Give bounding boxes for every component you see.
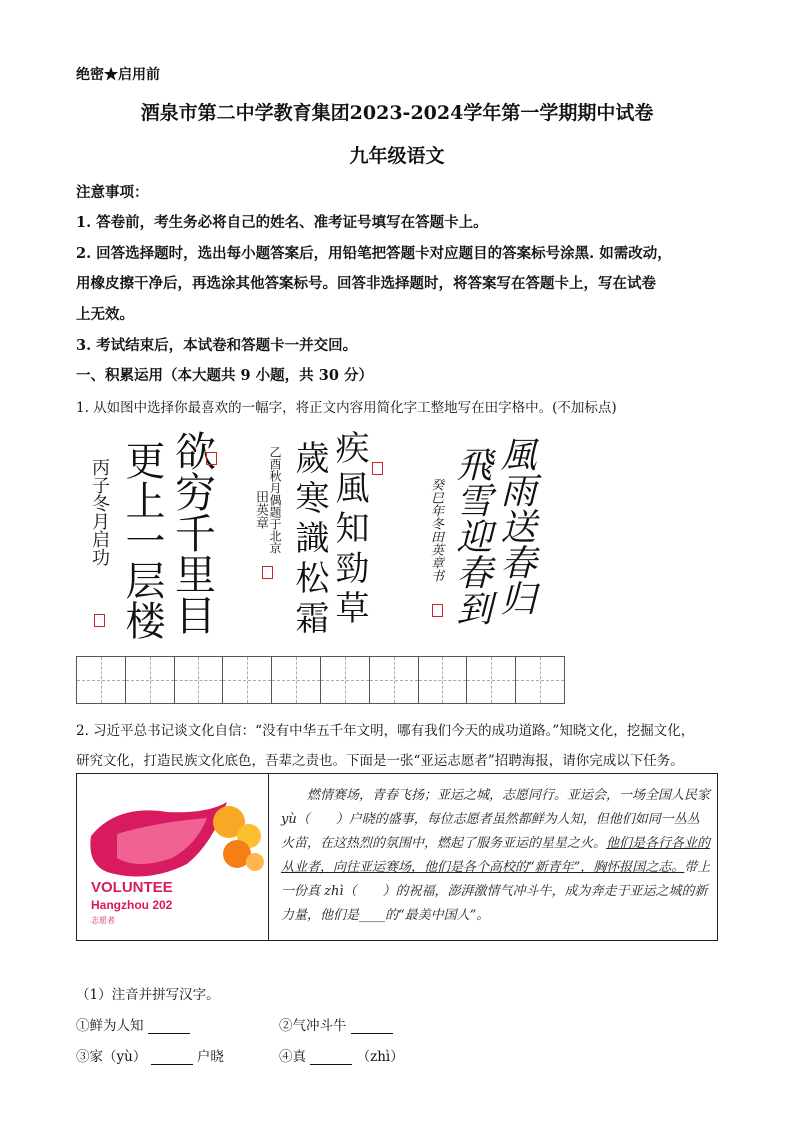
grid-cell[interactable] (370, 657, 419, 703)
answer-a-label: ①鲜为人知 (76, 1018, 144, 1034)
answer-item-c (76, 1045, 224, 1065)
secret-label: 绝密★启用前 (76, 67, 160, 83)
notice-heading: 注意事项： (76, 184, 149, 201)
calligraphy-3-signature: 癸巳年冬田英章书 (428, 478, 443, 582)
grid-cell[interactable] (126, 657, 175, 703)
grid-cell[interactable] (516, 657, 564, 703)
section-heading: 一、积累运用（本大题共 9 小题，共 30 分） (76, 367, 373, 384)
poster-body (281, 784, 711, 928)
poster-hangzhou-text: Hangzhou 202 (91, 898, 173, 912)
question-2-line-2: 研究文化，打造民族文化底色，吾辈之责也。下面是一张“亚运志愿者”招聘海报，请你完成以下任务。 (76, 753, 684, 769)
volunteer-poster (76, 773, 718, 941)
notice-item-2-line-3: 上无效。 (76, 306, 134, 323)
grid-cell[interactable] (77, 657, 126, 703)
calligraphy-3-col-2: 飛雪迎春到 (451, 446, 492, 626)
seal-icon (432, 604, 443, 617)
poster-underlined-sentence: 他们是各行各业的从业者，向往亚运赛场，他们是各个高校的“新青年”，胸怀报国之志。 (281, 836, 711, 875)
grid-cell[interactable] (175, 657, 224, 703)
notice-item-2-line-1: 2. 回答选择题时，选出每小题答案后，用铅笔把答题卡对应题目的答案标号涂黑. 如需改动， (76, 245, 672, 262)
answer-b-blank[interactable] (351, 1019, 393, 1034)
answer-item-a (76, 1014, 190, 1034)
calligraphy-2-signature-1: 乙酉秋月偶题于北京 (268, 446, 282, 554)
notice-item-3: 3. 考试结束后，本试卷和答题卡一并交回。 (76, 337, 358, 354)
exam-title: 酒泉市第二中学教育集团2023-2024学年第一学期期中试卷 (140, 102, 654, 124)
calligraphy-1-signature: 丙子冬月启功 (89, 458, 110, 566)
poster-paragraph-3: 带上一份真 zhì（ ）的祝福，澎湃激情气冲斗牛，成为奔走于亚运之城的新力量，他们是____的“最美中国人”。 (281, 860, 711, 923)
grid-cell[interactable] (321, 657, 370, 703)
tianzige-grid[interactable] (76, 656, 565, 704)
question-1: 1. 从如图中选择你最喜欢的一幅字，将正文内容用简化字工整地写在田字格中。(不加标点) (76, 400, 617, 416)
notice-item-2-line-2: 用橡皮擦干净后，再选涂其他答案标号。回答非选择题时，将答案写在答题卡上，写在试卷 (76, 275, 656, 292)
calligraphy-1-col-1: 欲穷千里目 (168, 430, 216, 635)
answer-d-label: ④真 (279, 1049, 306, 1065)
poster-paragraph-1: 燃情赛场，青春飞扬；亚运之城，志愿同行。亚运会，一场全国人民家 yù（ ）户晓的盛事，每位志愿者虽然都鲜为人知，但他们如同一丛丛火苗，在这热烈的氛围中，燃起了服务亚运的星星之火。 (281, 788, 711, 851)
answer-c-tail: 户晓 (196, 1049, 224, 1065)
answer-b-label: ②气冲斗牛 (279, 1018, 347, 1034)
grid-cell[interactable] (223, 657, 272, 703)
answer-d-tail: （zhì） (356, 1049, 404, 1065)
calligraphy-1-col-2: 更上一层楼 (119, 440, 165, 640)
poster-zhiyuanzhe-text: 志愿者 (91, 916, 115, 925)
sub-question-1-heading: （1）注音并拼写汉字。 (76, 987, 220, 1003)
grid-cell[interactable] (272, 657, 321, 703)
seal-icon (206, 452, 217, 465)
seal-icon (372, 462, 383, 475)
poster-logo (77, 774, 269, 940)
calligraphy-2-col-1: 疾風知勁草 (329, 430, 369, 630)
calligraphy-3-col-1: 風雨送春归 (495, 436, 536, 616)
question-2-line-1: 2. 习近平总书记谈文化自信：“没有中华五千年文明，哪有我们今天的成功道路。”知晓文化，挖掘文化， (76, 723, 695, 739)
calligraphy-2-col-2: 歲寒識松霜 (289, 440, 329, 640)
answer-d-blank[interactable] (310, 1050, 352, 1065)
calligraphy-2-signature-2: 田英章 (253, 490, 268, 529)
answer-c-label: ③家（yù） (76, 1049, 147, 1065)
grid-cell[interactable] (419, 657, 468, 703)
seal-icon (94, 614, 105, 627)
answer-item-d (279, 1045, 404, 1065)
answer-a-blank[interactable] (148, 1019, 190, 1034)
seal-icon (262, 566, 273, 579)
grid-cell[interactable] (467, 657, 516, 703)
answer-item-b (279, 1014, 393, 1034)
exam-subtitle: 九年级语文 (349, 145, 445, 167)
poster-volunteer-text: VOLUNTEE (91, 879, 173, 896)
notice-item-1: 1. 答卷前，考生务必将自己的姓名、准考证号填写在答题卡上。 (76, 214, 488, 231)
answer-c-blank[interactable] (151, 1050, 193, 1065)
